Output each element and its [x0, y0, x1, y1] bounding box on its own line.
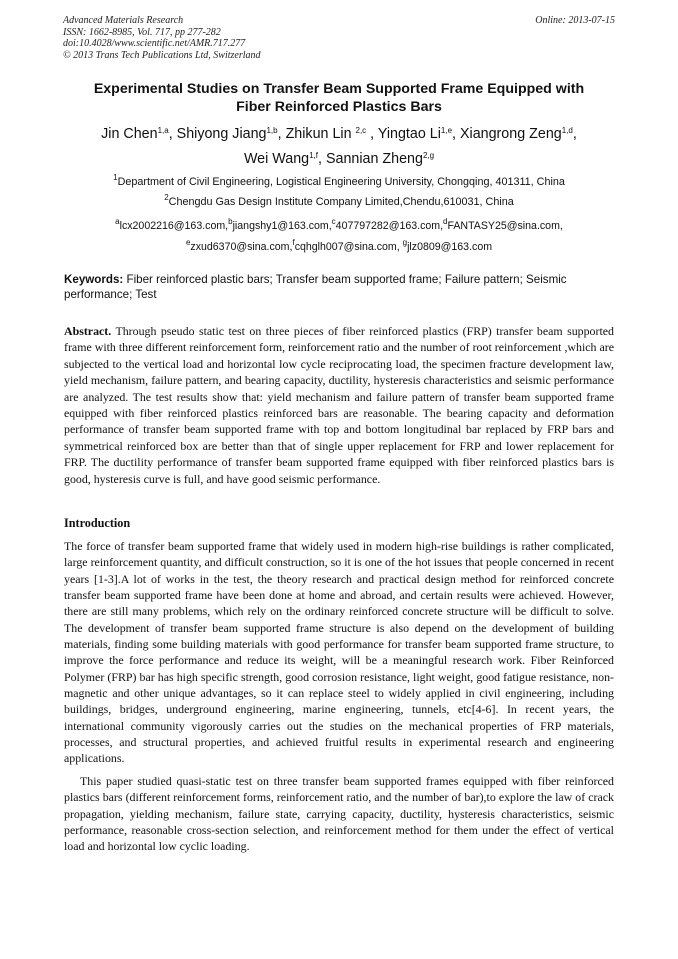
author-sep: ,	[572, 126, 577, 142]
online-date: Online: 2013-07-15	[535, 15, 615, 26]
title-line-2: Fiber Reinforced Plastics Bars	[236, 99, 442, 115]
author-sup: 2,g	[422, 151, 435, 160]
email-sup: d	[443, 217, 448, 226]
email-sup: g	[402, 238, 408, 247]
author-name: Xiangrong Zeng	[459, 126, 562, 142]
author-sep: ,	[277, 126, 286, 142]
author-sup: 1,a	[157, 126, 169, 135]
author-name: Zhikun Lin	[285, 126, 356, 142]
author-sup: 1,b	[266, 126, 278, 135]
author-row-2	[40, 147, 638, 172]
affiliation-1	[30, 175, 648, 189]
doi-line: doi:10.4028/www.scientific.net/AMR.717.277	[63, 38, 246, 50]
email-address: 407797282@163.com,	[335, 220, 444, 232]
email-address: zxud6370@sina.com,	[190, 241, 293, 253]
author-sep: ,	[452, 126, 460, 142]
keywords	[64, 273, 614, 302]
introduction-paragraph-2: This paper studied quasi-static test on three transfer beam supported frames equipped with fiber reinforced plastics bars (different reinforcement forms, reinforcement ratio, and the number of bar),to explore the law of crack propagation, yielding mechanism, failure state, carrying capacity, ductility, hysteresis characteristics, seismic performance, reasonable cross-section selection, and reinforcement method for them under the effect of vertical load and horizontal low cyclic loading.	[64, 774, 614, 854]
author-sep: ,	[366, 126, 378, 142]
paper-title	[40, 80, 638, 116]
author-name: Yingtao Li	[377, 126, 441, 142]
keywords-text: Fiber reinforced plastic bars; Transfer beam supported frame; Failure pattern; Seismic performance; Test	[64, 273, 567, 301]
author-sep: ,	[318, 151, 326, 167]
email-address: lcx2002216@163.com,	[119, 220, 229, 232]
author-sup: 1,d	[561, 126, 573, 135]
journal-header	[63, 15, 615, 61]
journal-name: Advanced Materials Research	[63, 15, 184, 26]
email-sup: f	[292, 238, 295, 247]
affiliation-text: Chengdu Gas Design Institute Company Limited,Chendu,610031, China	[168, 196, 514, 208]
copyright-line: © 2013 Trans Tech Publications Ltd, Switzerland	[63, 49, 261, 61]
email-address: cqhglh007@sina.com,	[294, 241, 403, 253]
email-sup: b	[228, 217, 233, 226]
email-address: jiangshy1@163.com,	[232, 220, 332, 232]
email-row-1	[30, 216, 648, 237]
author-name: Sannian Zheng	[325, 151, 423, 167]
keywords-label: Keywords:	[64, 273, 124, 286]
abstract	[64, 323, 614, 487]
author-name: Jin Chen	[101, 126, 158, 142]
author-name: Wei Wang	[243, 151, 310, 167]
email-sup: a	[115, 217, 120, 226]
issn-line: ISSN: 1662-8985, Vol. 717, pp 277-282	[63, 26, 221, 38]
author-sup: 2,c	[355, 126, 367, 135]
author-sep: ,	[168, 126, 177, 142]
affiliation-sup: 2	[164, 193, 169, 202]
abstract-label: Abstract.	[64, 324, 112, 338]
email-sup: c	[331, 217, 336, 226]
title-line-1: Experimental Studies on Transfer Beam Supported Frame Equipped with	[93, 81, 585, 97]
abstract-text: Through pseudo static test on three pieces of fiber reinforced plastics (FRP) transfer beam supported frame with three different reinforcement form, reinforcement ratio and the number of root reinforcement ,which are subjected to the vertical load and horizontal low cycle reciprocating load, the specimen fracture development law, yield mechanism, failure pattern, and bearing capacity, ductility, hysteresis characteristics and seismic performance are analyzed. The test results show that: yield mechanism and failure pattern of transfer beam supported frame equipped with fiber reinforced plastics reinforced bars are reasonable. The bearing capacity and deformation performance of transfer beam supported frame with top and bottom longitudinal bar replaced by FRP bars and symmetrical reinforced box are better than that of single upper replacement for FRP and lower replacement for FRP. The ductility performance of transfer beam supported frame equipped with fiber reinforced plastics bars is good, hysteresis curve is full, and have good seismic performance.	[64, 324, 614, 486]
email-list	[30, 216, 648, 258]
author-name: Shiyong Jiang	[176, 126, 267, 142]
affiliation-text: Department of Civil Engineering, Logistical Engineering University, Chongqing, 401311, China	[117, 176, 565, 188]
affiliation-sup: 1	[113, 173, 118, 182]
author-row-1	[40, 122, 638, 147]
introduction-paragraph-1: The force of transfer beam supported frame that widely used in modern high-rise buildings is rather complicated, large reinforcement quantity, and difficult construction, so it is one of the hot issues that people concerned in recent years [1-3].A lot of works in the test, the theory research and practical design method for reinforced concrete transfer beam supported frame have been done at home and abroad, and certain results were achieved. However, there are still many problems, which rely on the ordinary reinforced concrete structure will be difficult to solve. The development of transfer beam supported frame structure is also depend on the development of building materials, finding some building materials with good performance for transfer beam supported frame structure, to improve the force performance and reduce its weight, will be a meaningful research work. Fiber Reinforced Polymer (FRP) bar has high specific strength, good corrosion resistance, light weight, good fatigue resistance, non-magnetic and other unique advantages, so it can replace steel to widely applied in civil engineering, including buildings, bridges, underground engineering, marine engineering, tunnels, etc[4-6]. In recent years, the international community vigorously carries out the studies on the mechanical properties of FRP materials, processes, and structural properties, and achieved fruitful results in experimental research and engineering applications.	[64, 539, 614, 766]
author-sup: 1,f	[309, 151, 318, 160]
email-address: jlz0809@163.com	[407, 241, 493, 253]
email-sup: e	[185, 238, 191, 247]
author-list	[40, 122, 638, 172]
email-address: FANTASY25@sina.com,	[447, 220, 563, 232]
email-row-2	[30, 237, 648, 258]
author-sup: 1,e	[440, 126, 453, 135]
introduction-heading: Introduction	[64, 516, 131, 530]
affiliation-2	[30, 195, 648, 209]
